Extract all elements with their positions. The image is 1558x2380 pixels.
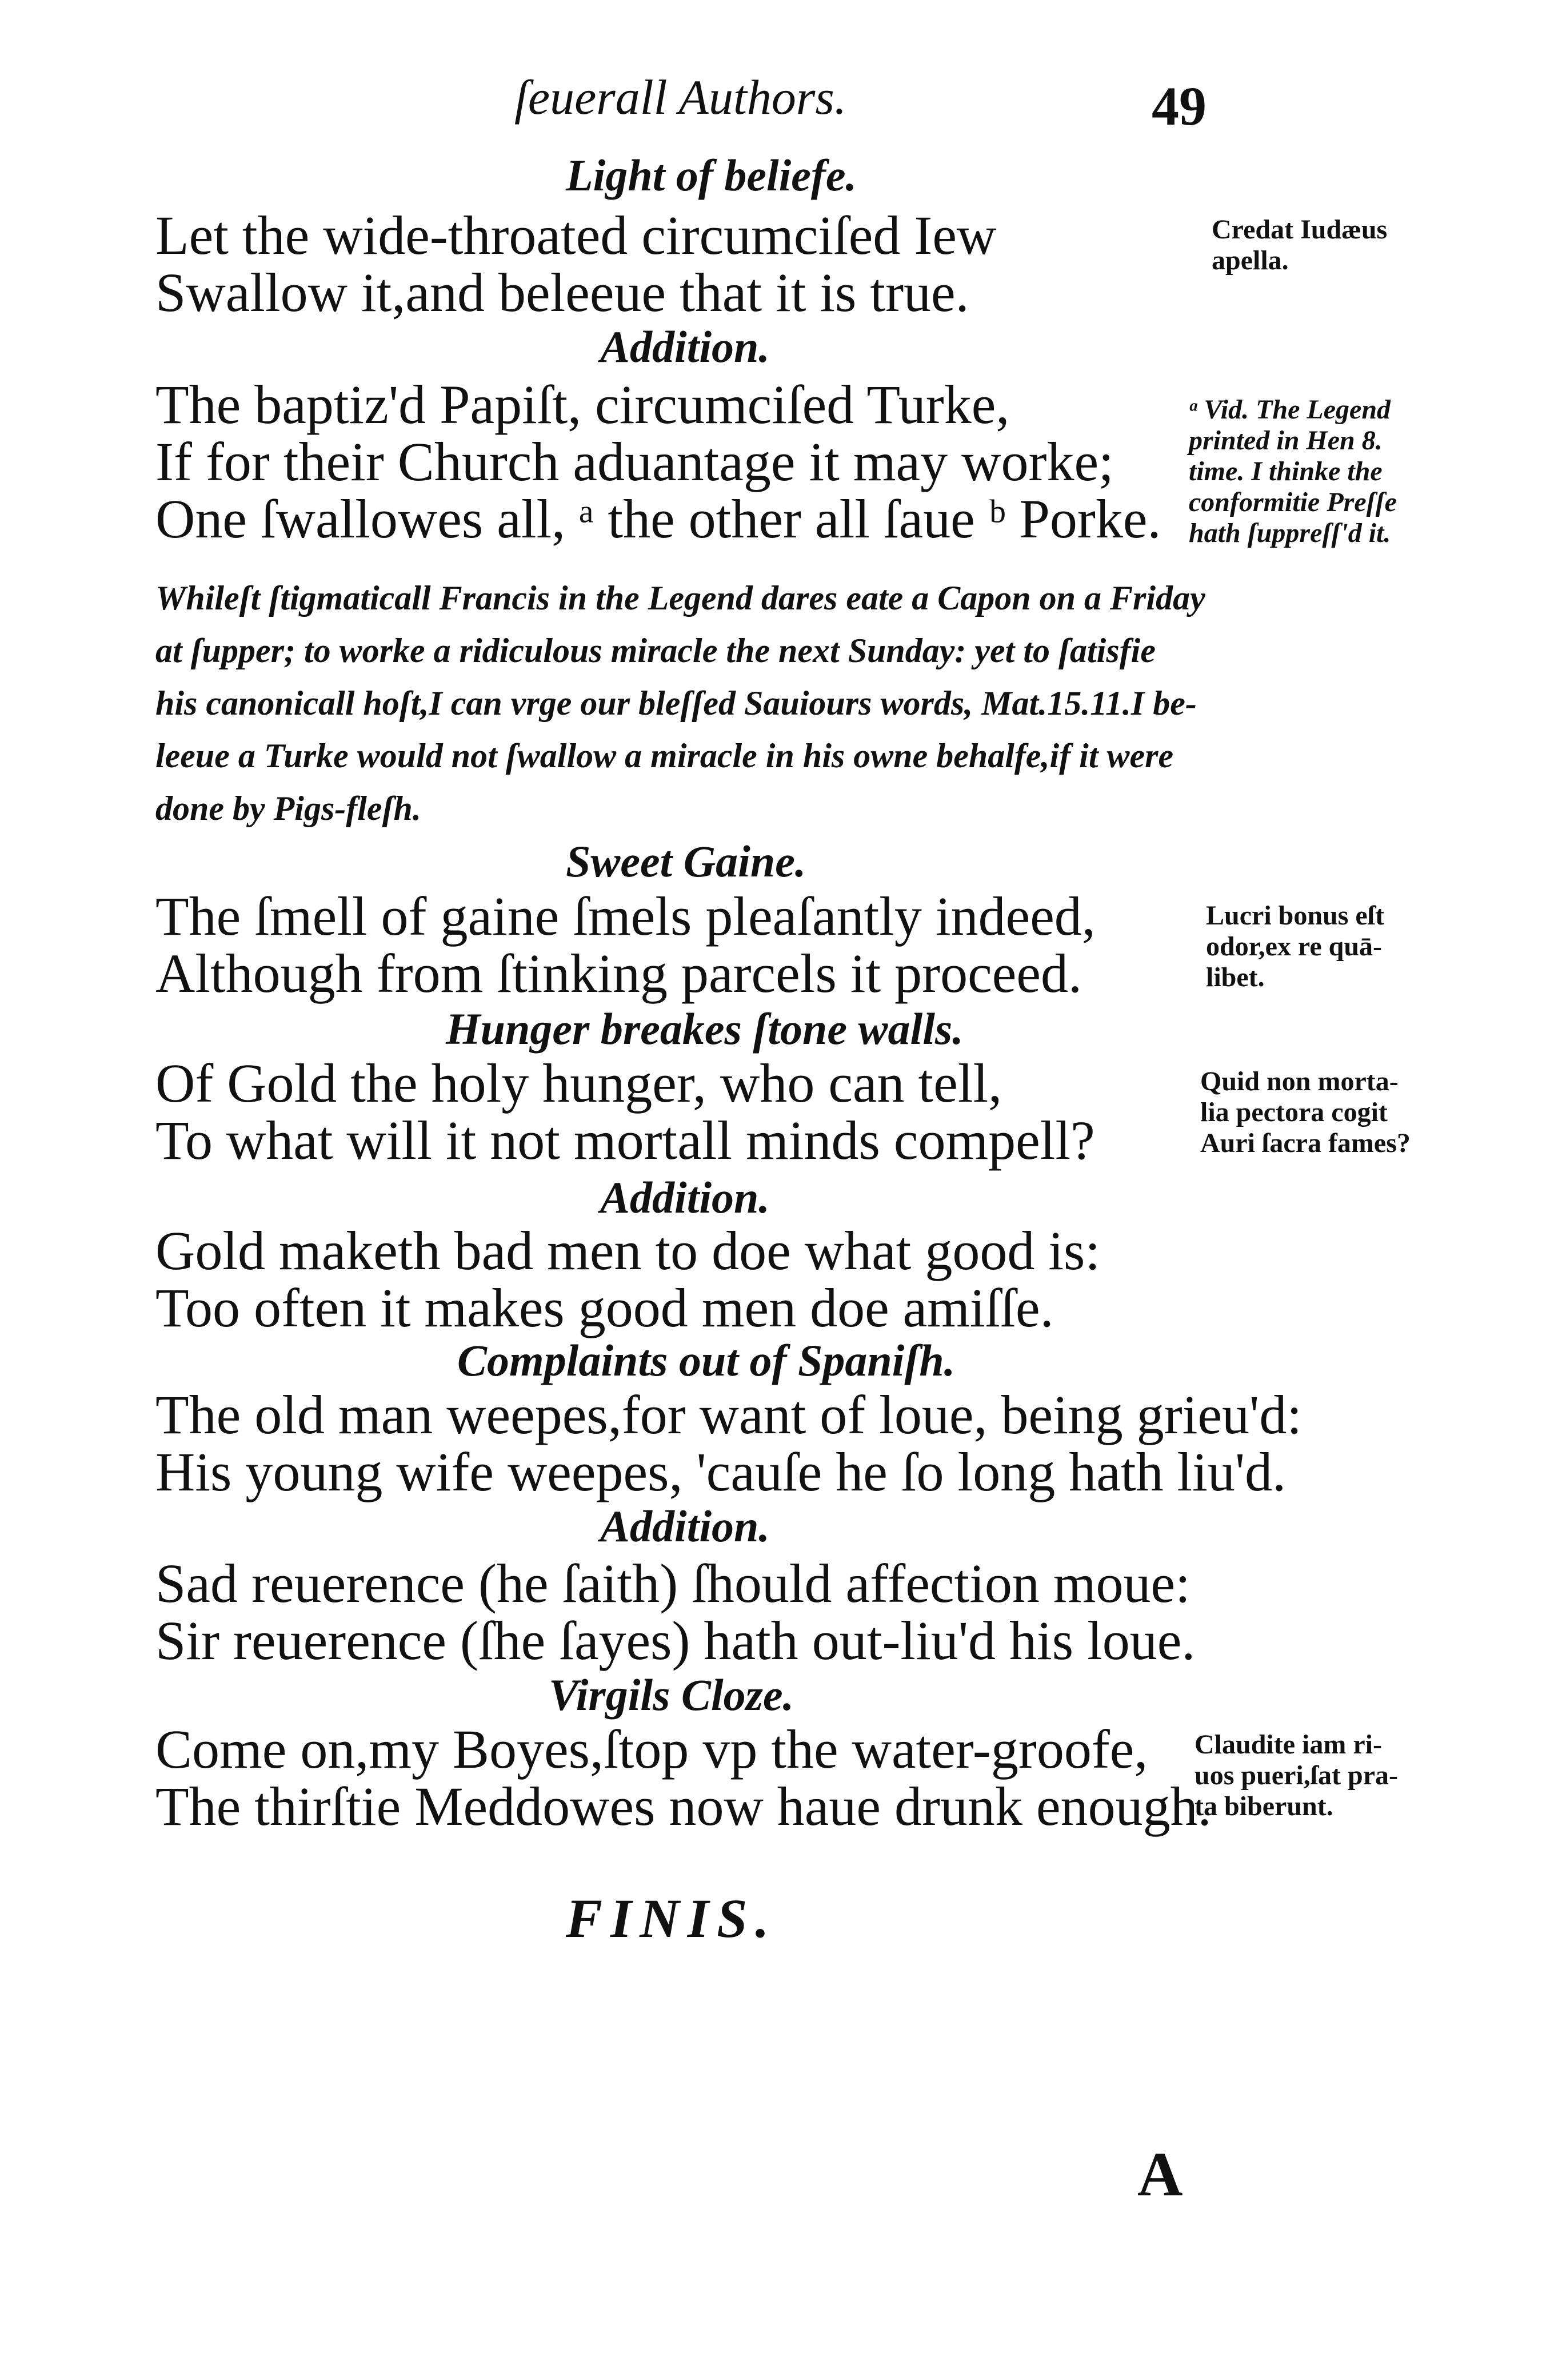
prose-line: Whileſt ſtigmaticall Francis in the Legend dares eate a Capon on a Friday <box>155 579 1205 617</box>
page-number: 49 <box>1152 75 1207 137</box>
margin-note-line: Claudite iam ri- <box>1195 1729 1382 1760</box>
section-heading-addition: Addition. <box>600 1173 770 1222</box>
margin-note-legend <box>1189 394 1397 549</box>
verse-line: Although from ſtinking parcels it proceed. <box>155 943 1082 1004</box>
margin-note-line: lia pectora cogit <box>1200 1097 1388 1127</box>
section-heading-addition: Addition. <box>600 322 770 372</box>
margin-note-line: conformitie Preſſe <box>1189 487 1397 517</box>
margin-note-line: hath ſuppreſſ'd it. <box>1189 518 1391 548</box>
margin-note-credat <box>1212 214 1387 276</box>
verse-line: Too often it makes good men doe amiſſe. <box>155 1277 1054 1338</box>
verse-line: Come on,my Boyes,ſtop vp the water-groofe, <box>155 1719 1148 1780</box>
section-heading-virgils-cloze: Virgils Cloze. <box>549 1670 794 1720</box>
verse-line: Gold maketh bad men to doe what good is: <box>155 1220 1101 1281</box>
margin-note-line: Credat Iudæus <box>1212 214 1388 245</box>
section-heading-addition: Addition. <box>600 1501 770 1551</box>
verse-line: Let the wide-throated circumciſed Iew <box>155 205 997 266</box>
verse-line: The baptiz'd Papiſt, circumciſed Turke, <box>155 374 1010 435</box>
margin-note-line: ᵃ Vid. The Legend <box>1189 394 1391 425</box>
margin-note-line: ta biberunt. <box>1195 1791 1333 1821</box>
signature-mark: A <box>1137 2139 1183 2209</box>
verse-line: Swallow it,and beleeue that it is true. <box>155 262 969 323</box>
verse-line: The old man weepes,for want of loue, being grieu'd: <box>155 1384 1303 1445</box>
section-heading-light-of-beliefe: Light of beliefe. <box>566 150 857 200</box>
prose-line: leeue a Turke would not ſwallow a miracle in his owne behalfe,if it were <box>155 737 1174 775</box>
margin-note-line: Quid non morta- <box>1200 1066 1399 1097</box>
margin-note-line: libet. <box>1206 962 1265 992</box>
prose-line: at ſupper; to worke a ridiculous miracle the next Sunday: yet to ſatisfie <box>155 632 1156 669</box>
margin-note-line: Lucri bonus eſt <box>1206 900 1385 931</box>
prose-note <box>155 572 1205 835</box>
verse-line: If for their Church aduantage it may worke; <box>155 431 1114 492</box>
section-heading-complaints: Complaints out of Spaniſh. <box>457 1335 956 1385</box>
section-heading-sweet-gaine: Sweet Gaine. <box>566 836 806 886</box>
running-head: ſeuerall Authors. <box>514 70 847 125</box>
verse-line: One ſwallowes all, ᵃ the other all ſaue ᵇ Porke. <box>155 488 1161 549</box>
finis-mark: FINIS. <box>566 1888 777 1949</box>
margin-note-line: uos pueri,ſat pra- <box>1195 1760 1399 1791</box>
margin-note-line: odor,ex re quā- <box>1206 931 1383 962</box>
margin-note-line: apella. <box>1212 245 1289 276</box>
margin-note-line: printed in Hen 8. <box>1189 425 1383 456</box>
verse-line: Sad reuerence (he ſaith) ſhould affection moue: <box>155 1553 1191 1614</box>
verse-line: His young wife weepes, 'cauſe he ſo long hath liu'd. <box>155 1441 1287 1502</box>
margin-note-line: Auri ſacra fames? <box>1200 1128 1411 1158</box>
margin-note-quid-non <box>1200 1066 1411 1159</box>
prose-line: done by Pigs-fleſh. <box>155 790 421 827</box>
verse-line: The ſmell of gaine ſmels pleaſantly indeed, <box>155 886 1096 947</box>
verse-line: Sir reuerence (ſhe ſayes) hath out-liu'd his loue. <box>155 1610 1196 1671</box>
section-heading-hunger: Hunger breakes ſtone walls. <box>446 1004 964 1054</box>
verse-line: To what will it not mortall minds compell? <box>155 1110 1095 1171</box>
margin-note-lucri <box>1206 900 1384 993</box>
prose-line: his canonicall hoſt,I can vrge our bleſſed Sauiours words, Mat.15.11.I be- <box>155 684 1197 722</box>
margin-note-line: time. I thinke the <box>1189 456 1383 487</box>
verse-line: Of Gold the holy hunger, who can tell, <box>155 1053 1002 1114</box>
verse-line: The thirſtie Meddowes now haue drunk enough. <box>155 1776 1212 1837</box>
margin-note-claudite <box>1195 1729 1398 1822</box>
